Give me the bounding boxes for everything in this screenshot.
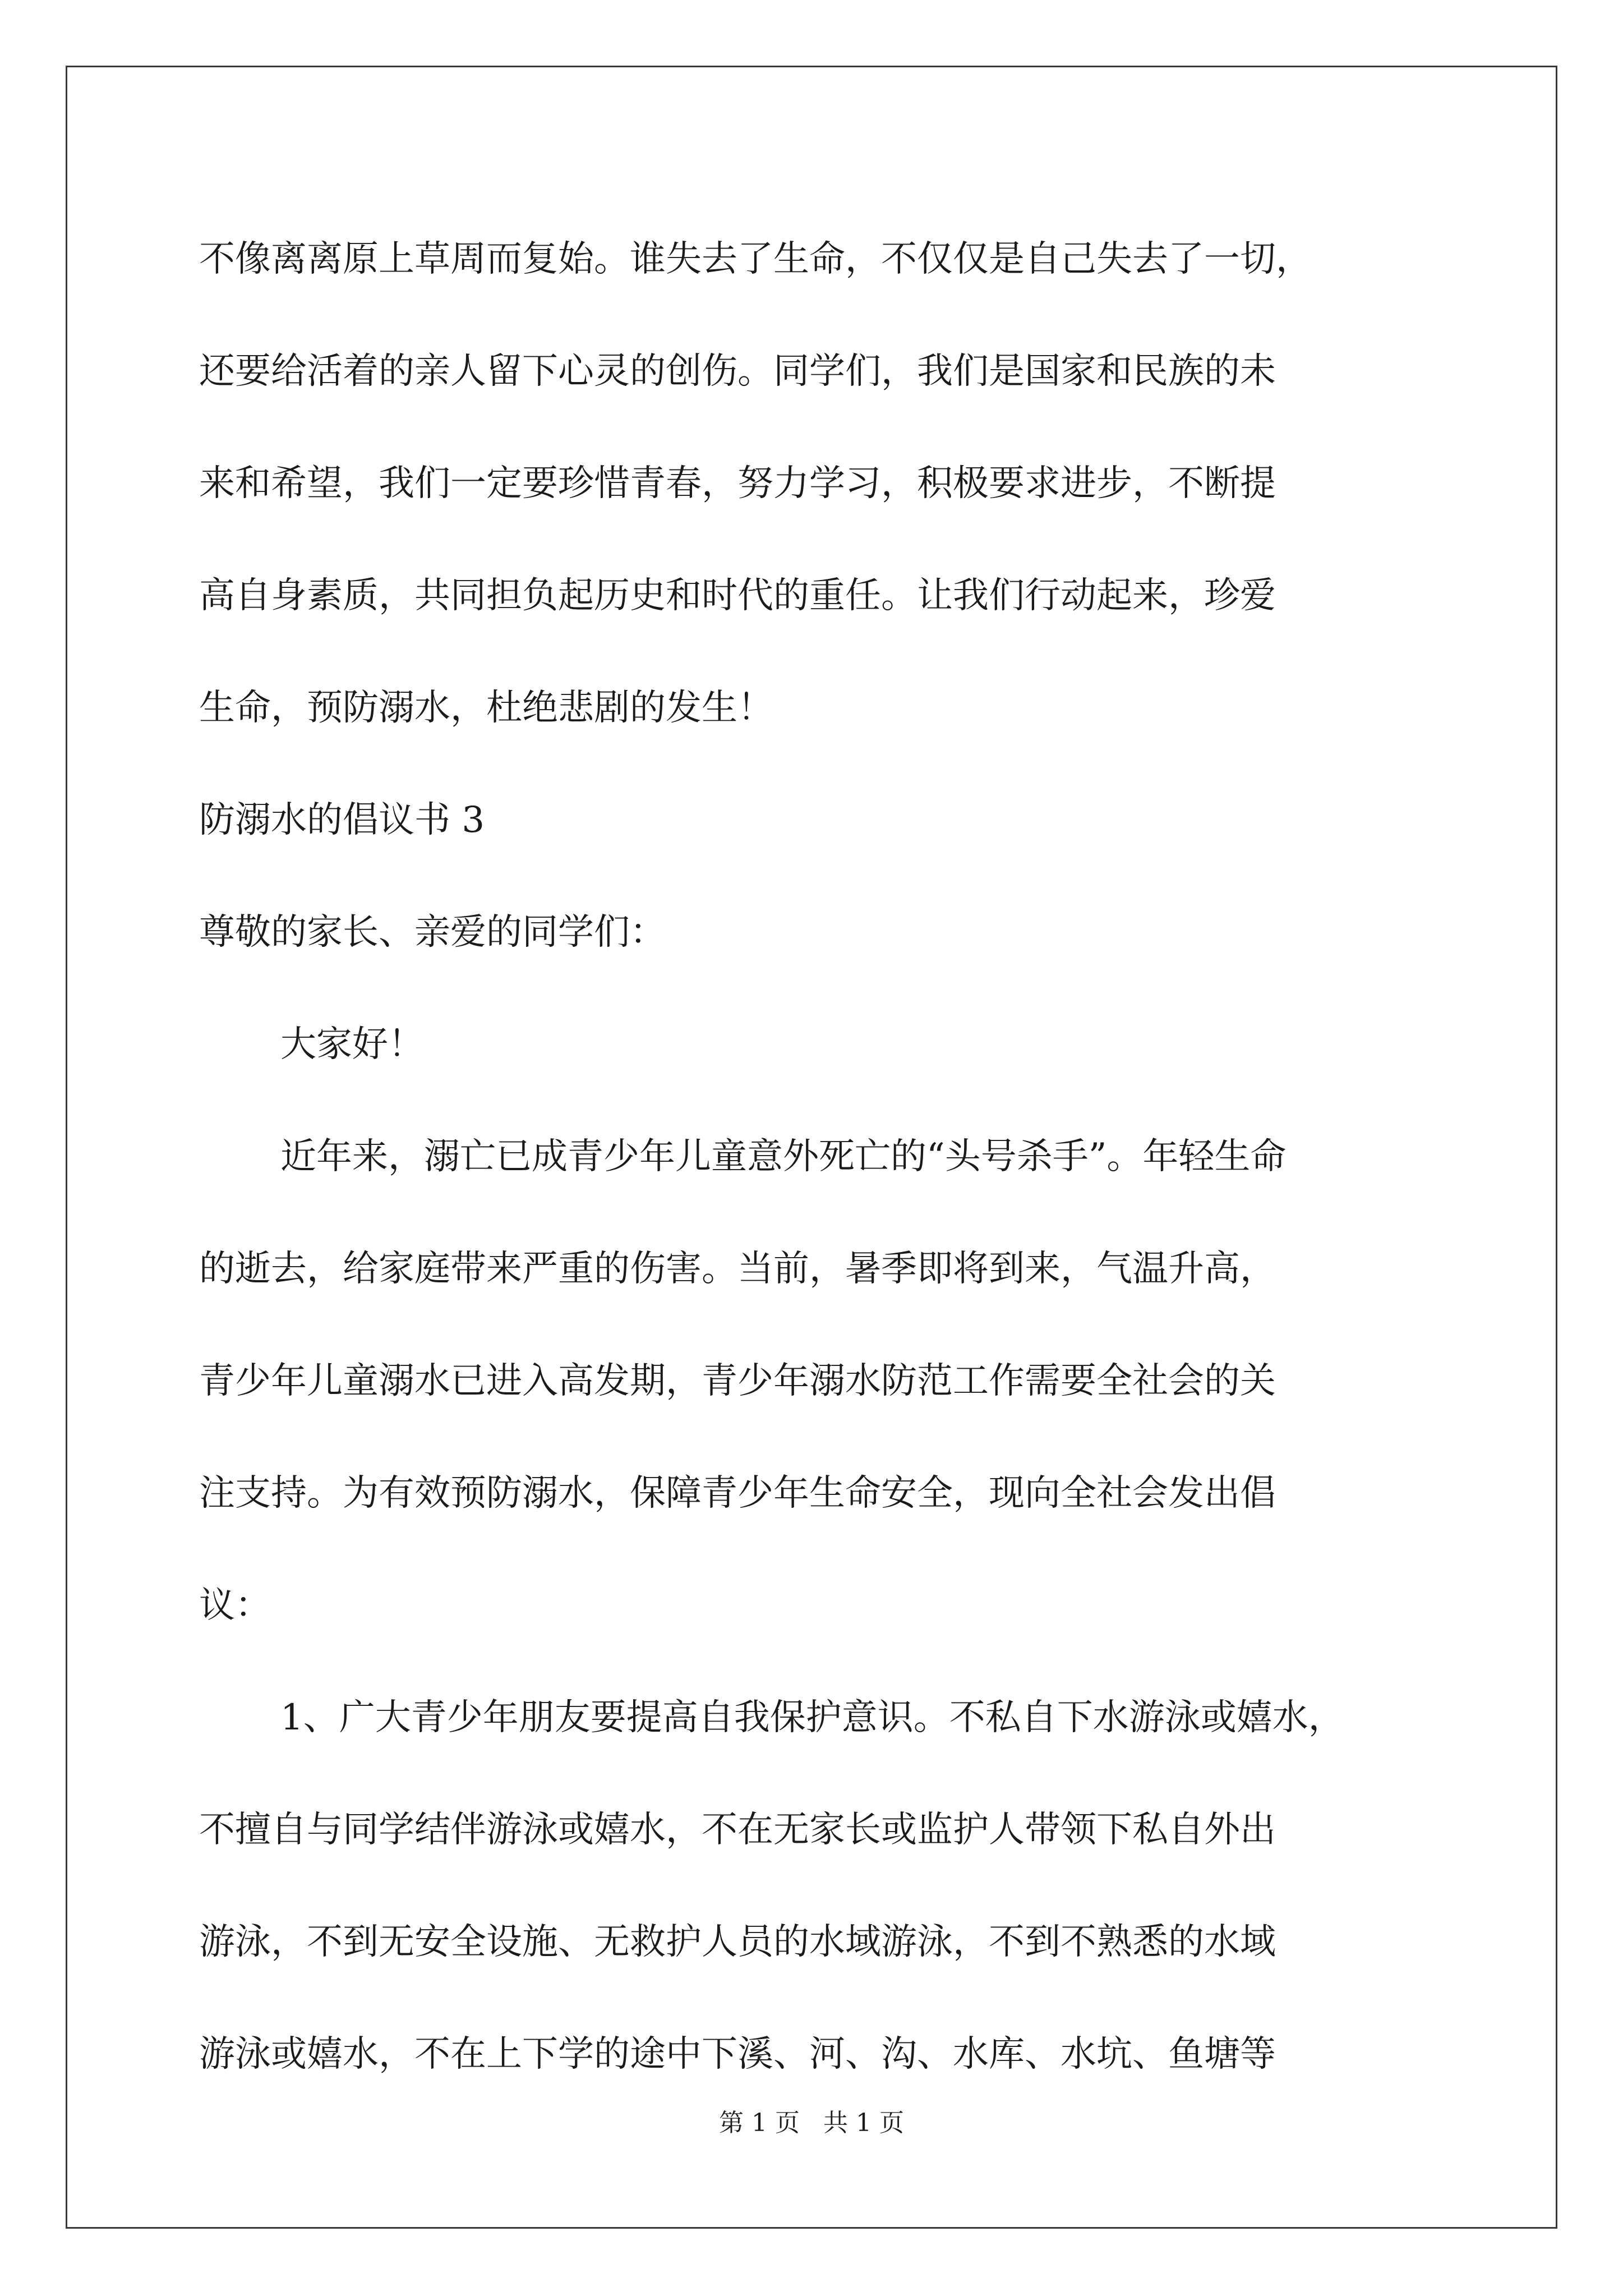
salutation: 尊敬的家长、亲爱的同学们： (199, 912, 666, 953)
paragraph-line: 议： (199, 1585, 271, 1626)
paragraph-line: 高自身素质，共同担负起历史和时代的重任。让我们行动起来，珍爱 (199, 575, 1276, 616)
page-footer (0, 2106, 1623, 2140)
list-item-line: 1、广大青少年朋友要提高自我保护意识。不私自下水游泳或嬉水， (280, 1697, 1344, 1738)
paragraph-line: 青少年儿童溺水已进入高发期，青少年溺水防范工作需要全社会的关 (199, 1360, 1276, 1402)
footer-spacer (800, 2109, 823, 2137)
page-total: 共 1 页 (823, 2109, 904, 2137)
list-item-line: 不擅自与同学结伴游泳或嬉水，不在无家长或监护人带领下私自外出 (199, 1809, 1276, 1851)
section-heading: 防溺水的倡议书 3 (199, 799, 485, 841)
paragraph-line: 还要给活着的亲人留下心灵的创伤。同学们，我们是国家和民族的未 (199, 351, 1276, 392)
paragraph-line: 注支持。为有效预防溺水，保障青少年生命安全，现向全社会发出倡 (199, 1473, 1276, 1514)
paragraph-line: 不像离离原上草周而复始。谁失去了生命，不仅仅是自己失去了一切， (199, 238, 1312, 280)
paragraph-line: 来和希望，我们一定要珍惜青春，努力学习，积极要求进步，不断提 (199, 463, 1276, 504)
greeting: 大家好！ (280, 1024, 424, 1065)
paragraph-line: 近年来，溺亡已成青少年儿童意外死亡的“头号杀手”。年轻生命 (280, 1136, 1287, 1177)
paragraph-line: 的逝去，给家庭带来严重的伤害。当前，暑季即将到来，气温升高， (199, 1248, 1276, 1290)
page-number: 第 1 页 (719, 2109, 800, 2137)
list-item-line: 游泳或嬉水，不在上下学的途中下溪、河、沟、水库、水坑、鱼塘等 (199, 2033, 1276, 2075)
document-body (199, 203, 1433, 2110)
list-item-line: 游泳，不到无安全设施、无救护人员的水域游泳，不到不熟悉的水域 (199, 1921, 1276, 1963)
paragraph-line: 生命，预防溺水，杜绝悲剧的发生！ (199, 687, 773, 729)
